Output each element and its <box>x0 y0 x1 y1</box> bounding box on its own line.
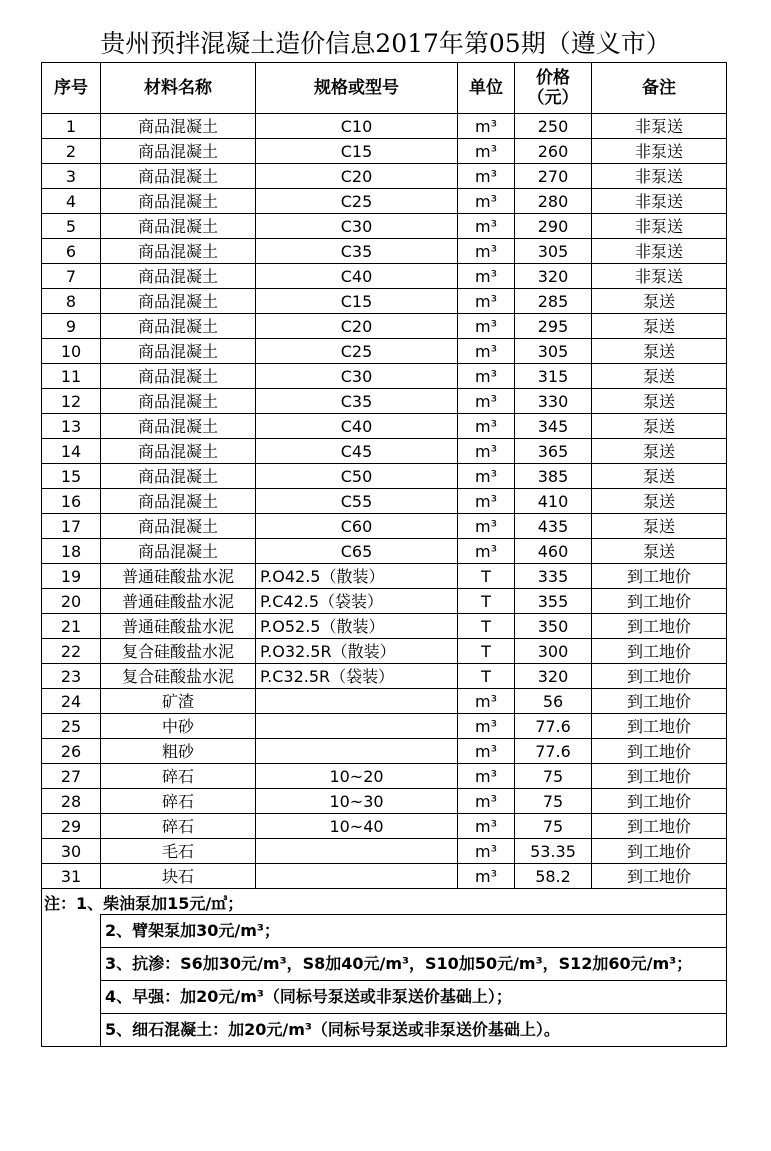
cell-name: 商品混凝土 <box>101 389 256 414</box>
cell-unit: m³ <box>458 114 515 139</box>
cell-note: 泵送 <box>592 514 727 539</box>
cell-note: 非泵送 <box>592 139 727 164</box>
table-row <box>42 264 727 289</box>
cell-seq: 18 <box>42 539 101 564</box>
cell-unit: m³ <box>458 364 515 389</box>
cell-unit: T <box>458 664 515 689</box>
header-price: 价格（元） <box>515 63 592 114</box>
cell-seq: 21 <box>42 614 101 639</box>
cell-unit: m³ <box>458 464 515 489</box>
cell-price: 435 <box>515 514 592 539</box>
table-row <box>42 339 727 364</box>
table-row <box>42 839 727 864</box>
cell-unit: m³ <box>458 289 515 314</box>
cell-price: 260 <box>515 139 592 164</box>
cell-name: 商品混凝土 <box>101 539 256 564</box>
table-row <box>42 564 727 589</box>
header-seq: 序号 <box>42 63 101 114</box>
cell-name: 碎石 <box>101 789 256 814</box>
cell-note: 泵送 <box>592 489 727 514</box>
cell-spec <box>256 714 458 739</box>
cell-seq: 8 <box>42 289 101 314</box>
cell-unit: m³ <box>458 739 515 764</box>
cell-price: 350 <box>515 614 592 639</box>
cell-note: 到工地价 <box>592 839 727 864</box>
cell-price: 53.35 <box>515 839 592 864</box>
cell-note: 泵送 <box>592 539 727 564</box>
cell-seq: 12 <box>42 389 101 414</box>
cell-seq: 28 <box>42 789 101 814</box>
cell-name: 商品混凝土 <box>101 414 256 439</box>
cell-note: 到工地价 <box>592 739 727 764</box>
cell-name: 普通硅酸盐水泥 <box>101 614 256 639</box>
cell-unit: m³ <box>458 764 515 789</box>
cell-price: 320 <box>515 264 592 289</box>
cell-price: 56 <box>515 689 592 714</box>
cell-unit: m³ <box>458 864 515 889</box>
cell-name: 矿渣 <box>101 689 256 714</box>
cell-seq: 30 <box>42 839 101 864</box>
cell-name: 普通硅酸盐水泥 <box>101 564 256 589</box>
cell-seq: 26 <box>42 739 101 764</box>
table-row <box>42 689 727 714</box>
cell-seq: 25 <box>42 714 101 739</box>
cell-unit: m³ <box>458 689 515 714</box>
cell-note: 到工地价 <box>592 689 727 714</box>
cell-price: 285 <box>515 289 592 314</box>
cell-note: 泵送 <box>592 414 727 439</box>
page-title: 贵州预拌混凝土造价信息2017年第05期（遵义市） <box>100 29 671 58</box>
cell-name: 商品混凝土 <box>101 114 256 139</box>
note-indent-cell <box>42 915 101 1047</box>
cell-price: 305 <box>515 239 592 264</box>
cell-price: 305 <box>515 339 592 364</box>
cell-spec: C25 <box>256 189 458 214</box>
cell-seq: 1 <box>42 114 101 139</box>
cell-spec: 10~40 <box>256 814 458 839</box>
cell-seq: 3 <box>42 164 101 189</box>
cell-name: 商品混凝土 <box>101 214 256 239</box>
cell-spec: C55 <box>256 489 458 514</box>
cell-spec: C30 <box>256 214 458 239</box>
cell-unit: m³ <box>458 839 515 864</box>
cell-seq: 10 <box>42 339 101 364</box>
cell-name: 商品混凝土 <box>101 514 256 539</box>
cell-price: 75 <box>515 789 592 814</box>
cell-price: 330 <box>515 389 592 414</box>
cell-note: 泵送 <box>592 464 727 489</box>
cell-price: 295 <box>515 314 592 339</box>
cell-unit: m³ <box>458 789 515 814</box>
cell-name: 普通硅酸盐水泥 <box>101 589 256 614</box>
cell-name: 商品混凝土 <box>101 239 256 264</box>
cell-note: 泵送 <box>592 364 727 389</box>
table-header <box>42 63 727 114</box>
cell-seq: 23 <box>42 664 101 689</box>
cell-price: 345 <box>515 414 592 439</box>
cell-note: 到工地价 <box>592 714 727 739</box>
cell-price: 385 <box>515 464 592 489</box>
cell-name: 粗砂 <box>101 739 256 764</box>
cell-price: 355 <box>515 589 592 614</box>
cell-name: 毛石 <box>101 839 256 864</box>
cell-unit: T <box>458 564 515 589</box>
cell-name: 商品混凝土 <box>101 489 256 514</box>
cell-seq: 16 <box>42 489 101 514</box>
cell-price: 290 <box>515 214 592 239</box>
cell-unit: m³ <box>458 814 515 839</box>
cell-spec: C35 <box>256 239 458 264</box>
cell-note: 到工地价 <box>592 789 727 814</box>
cell-note: 到工地价 <box>592 664 727 689</box>
cell-spec: C30 <box>256 364 458 389</box>
table-row <box>42 239 727 264</box>
table-row <box>42 314 727 339</box>
cell-seq: 14 <box>42 439 101 464</box>
cell-unit: T <box>458 589 515 614</box>
cell-note: 非泵送 <box>592 164 727 189</box>
notes-section <box>42 889 727 1047</box>
table-row <box>42 539 727 564</box>
cell-spec: C40 <box>256 414 458 439</box>
cell-name: 碎石 <box>101 814 256 839</box>
price-table <box>41 62 727 1047</box>
cell-name: 中砂 <box>101 714 256 739</box>
cell-note: 到工地价 <box>592 614 727 639</box>
cell-price: 320 <box>515 664 592 689</box>
cell-price: 300 <box>515 639 592 664</box>
table-row <box>42 464 727 489</box>
cell-spec <box>256 839 458 864</box>
cell-unit: m³ <box>458 314 515 339</box>
cell-spec: C45 <box>256 439 458 464</box>
table-row <box>42 589 727 614</box>
table-row <box>42 714 727 739</box>
cell-unit: m³ <box>458 389 515 414</box>
cell-spec: C35 <box>256 389 458 414</box>
cell-name: 块石 <box>101 864 256 889</box>
cell-price: 75 <box>515 814 592 839</box>
cell-seq: 5 <box>42 214 101 239</box>
table-row <box>42 514 727 539</box>
cell-unit: m³ <box>458 514 515 539</box>
cell-price: 77.6 <box>515 714 592 739</box>
cell-name: 碎石 <box>101 764 256 789</box>
cell-name: 商品混凝土 <box>101 264 256 289</box>
cell-spec: P.C32.5R（袋装） <box>256 664 458 689</box>
cell-seq: 22 <box>42 639 101 664</box>
cell-seq: 6 <box>42 239 101 264</box>
cell-seq: 29 <box>42 814 101 839</box>
cell-unit: m³ <box>458 339 515 364</box>
cell-spec <box>256 864 458 889</box>
cell-spec: C15 <box>256 289 458 314</box>
table-row <box>42 814 727 839</box>
cell-price: 365 <box>515 439 592 464</box>
cell-unit: m³ <box>458 214 515 239</box>
note-2: 2、臂架泵加30元/m³； <box>101 915 727 948</box>
cell-seq: 27 <box>42 764 101 789</box>
cell-note: 到工地价 <box>592 814 727 839</box>
header-note: 备注 <box>592 63 727 114</box>
cell-unit: m³ <box>458 539 515 564</box>
note-4: 4、早强：加20元/m³（同标号泵送或非泵送价基础上）； <box>101 981 727 1014</box>
cell-name: 复合硅酸盐水泥 <box>101 664 256 689</box>
table-row <box>42 489 727 514</box>
cell-note: 非泵送 <box>592 114 727 139</box>
cell-price: 410 <box>515 489 592 514</box>
table-row <box>42 364 727 389</box>
cell-name: 商品混凝土 <box>101 364 256 389</box>
cell-spec: P.O42.5（散装） <box>256 564 458 589</box>
table-row <box>42 614 727 639</box>
cell-spec: P.O32.5R（散装） <box>256 639 458 664</box>
table-row <box>42 114 727 139</box>
cell-name: 商品混凝土 <box>101 139 256 164</box>
cell-spec: 10~20 <box>256 764 458 789</box>
table-row <box>42 214 727 239</box>
cell-price: 250 <box>515 114 592 139</box>
cell-unit: T <box>458 639 515 664</box>
cell-note: 泵送 <box>592 339 727 364</box>
table-row <box>42 414 727 439</box>
cell-name: 商品混凝土 <box>101 189 256 214</box>
note-5: 5、细石混凝土：加20元/m³（同标号泵送或非泵送价基础上）。 <box>101 1014 727 1047</box>
table-row <box>42 639 727 664</box>
table-row <box>42 764 727 789</box>
cell-unit: m³ <box>458 439 515 464</box>
cell-note: 非泵送 <box>592 189 727 214</box>
cell-price: 77.6 <box>515 739 592 764</box>
cell-note: 到工地价 <box>592 564 727 589</box>
cell-seq: 19 <box>42 564 101 589</box>
cell-price: 270 <box>515 164 592 189</box>
cell-spec: C20 <box>256 164 458 189</box>
cell-note: 到工地价 <box>592 764 727 789</box>
cell-spec: C20 <box>256 314 458 339</box>
table-row <box>42 189 727 214</box>
table-row <box>42 739 727 764</box>
cell-seq: 7 <box>42 264 101 289</box>
cell-name: 商品混凝土 <box>101 339 256 364</box>
cell-seq: 9 <box>42 314 101 339</box>
cell-price: 460 <box>515 539 592 564</box>
cell-spec: P.O52.5（散装） <box>256 614 458 639</box>
table-row <box>42 439 727 464</box>
cell-note: 到工地价 <box>592 589 727 614</box>
cell-unit: m³ <box>458 164 515 189</box>
cell-spec: C65 <box>256 539 458 564</box>
cell-note: 到工地价 <box>592 639 727 664</box>
cell-name: 商品混凝土 <box>101 289 256 314</box>
cell-seq: 20 <box>42 589 101 614</box>
cell-spec: C60 <box>256 514 458 539</box>
cell-spec: 10~30 <box>256 789 458 814</box>
cell-price: 335 <box>515 564 592 589</box>
cell-note: 到工地价 <box>592 864 727 889</box>
table-row <box>42 664 727 689</box>
table-row <box>42 864 727 889</box>
cell-seq: 4 <box>42 189 101 214</box>
cell-note: 泵送 <box>592 439 727 464</box>
cell-name: 商品混凝土 <box>101 164 256 189</box>
cell-unit: m³ <box>458 714 515 739</box>
cell-spec <box>256 689 458 714</box>
note-3: 3、抗渗：S6加30元/m³，S8加40元/m³，S10加50元/m³，S12加60元/m³； <box>101 948 727 981</box>
cell-unit: m³ <box>458 239 515 264</box>
cell-unit: m³ <box>458 189 515 214</box>
cell-seq: 13 <box>42 414 101 439</box>
cell-name: 商品混凝土 <box>101 464 256 489</box>
table-row <box>42 139 727 164</box>
table-body <box>42 114 727 889</box>
cell-spec: C40 <box>256 264 458 289</box>
cell-unit: m³ <box>458 414 515 439</box>
cell-name: 商品混凝土 <box>101 439 256 464</box>
cell-spec: P.C42.5（袋装） <box>256 589 458 614</box>
table-row <box>42 789 727 814</box>
cell-seq: 15 <box>42 464 101 489</box>
cell-unit: m³ <box>458 264 515 289</box>
cell-seq: 17 <box>42 514 101 539</box>
cell-note: 泵送 <box>592 314 727 339</box>
cell-seq: 31 <box>42 864 101 889</box>
cell-note: 非泵送 <box>592 239 727 264</box>
cell-price: 315 <box>515 364 592 389</box>
note-1: 注：1、柴油泵加15元/㎥； <box>42 889 727 915</box>
cell-spec <box>256 739 458 764</box>
cell-unit: m³ <box>458 139 515 164</box>
header-unit: 单位 <box>458 63 515 114</box>
table-row <box>42 289 727 314</box>
cell-spec: C25 <box>256 339 458 364</box>
cell-note: 非泵送 <box>592 214 727 239</box>
table-row <box>42 164 727 189</box>
header-name: 材料名称 <box>101 63 256 114</box>
cell-seq: 24 <box>42 689 101 714</box>
cell-unit: T <box>458 614 515 639</box>
cell-spec: C50 <box>256 464 458 489</box>
cell-name: 商品混凝土 <box>101 314 256 339</box>
header-spec: 规格或型号 <box>256 63 458 114</box>
cell-name: 复合硅酸盐水泥 <box>101 639 256 664</box>
cell-note: 泵送 <box>592 389 727 414</box>
cell-seq: 11 <box>42 364 101 389</box>
cell-note: 非泵送 <box>592 264 727 289</box>
cell-spec: C15 <box>256 139 458 164</box>
cell-spec: C10 <box>256 114 458 139</box>
cell-seq: 2 <box>42 139 101 164</box>
cell-price: 75 <box>515 764 592 789</box>
cell-price: 280 <box>515 189 592 214</box>
cell-note: 泵送 <box>592 289 727 314</box>
cell-price: 58.2 <box>515 864 592 889</box>
table-row <box>42 389 727 414</box>
cell-unit: m³ <box>458 489 515 514</box>
